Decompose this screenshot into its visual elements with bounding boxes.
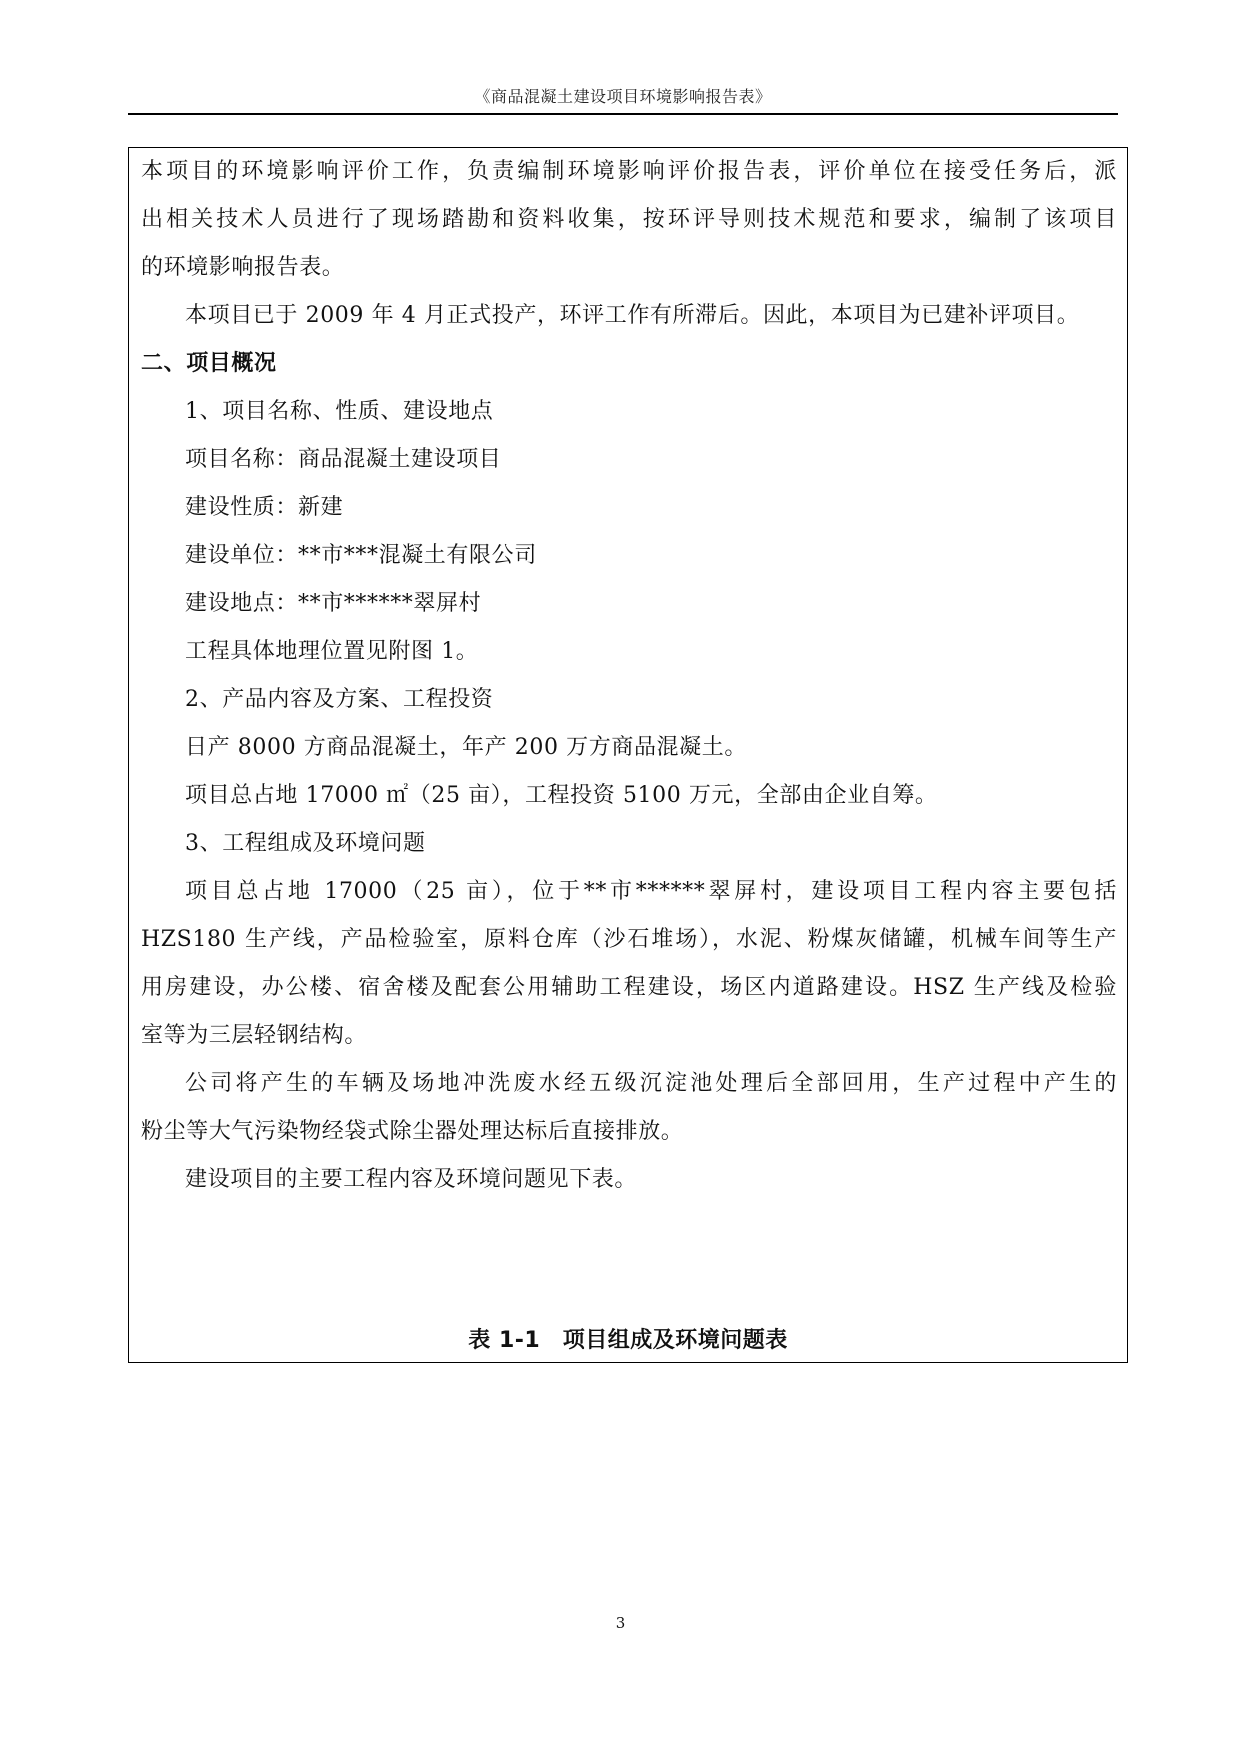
project-nature-line: 建设性质：新建 (185, 495, 344, 520)
content-frame (128, 147, 1128, 1363)
running-header: 《商品混凝土建设项目环境影响报告表》 (474, 87, 772, 106)
paragraph-line: 项目总占地 17000（25 亩），位于**市******翠屏村，建设项目工程内容主要包括 (185, 879, 1117, 904)
table-caption: 表 1-1 项目组成及环境问题表 (468, 1328, 788, 1353)
paragraph-line: 粉尘等大气污染物经袋式除尘器处理达标后直接排放。 (141, 1119, 684, 1144)
area-investment-line: 项目总占地 17000 ㎡（25 亩），工程投资 5100 万元，全部由企业自筹。 (185, 783, 938, 808)
paragraph-line: 本项目的环境影响评价工作，负责编制环境影响评价报告表，评价单位在接受任务后，派 (141, 159, 1117, 184)
section-title: 二、项目概况 (141, 351, 277, 376)
subsection-title: 2、产品内容及方案、工程投资 (185, 687, 494, 712)
paragraph-line: 室等为三层轻钢结构。 (141, 1023, 368, 1048)
paragraph-line: HZS180 生产线，产品检验室，原料仓库（沙石堆场），水泥、粉煤灰储罐，机械车间等生产 (141, 927, 1117, 952)
paragraph-line: 出相关技术人员进行了现场踏勘和资料收集，按环评导则技术规范和要求，编制了该项目 (141, 207, 1117, 232)
paragraph-line: 用房建设，办公楼、宿舍楼及配套公用辅助工程建设，场区内道路建设。HSZ 生产线及检验 (141, 975, 1117, 1000)
header-rule (128, 113, 1118, 115)
output-line: 日产 8000 方商品混凝土，年产 200 万方商品混凝土。 (185, 735, 747, 760)
page-number: 3 (615, 1614, 626, 1632)
subsection-title: 3、工程组成及环境问题 (185, 831, 426, 856)
paragraph-line: 公司将产生的车辆及场地冲洗废水经五级沉淀池处理后全部回用，生产过程中产生的 (185, 1071, 1117, 1096)
report-body (141, 148, 1117, 1204)
project-name-line: 项目名称：商品混凝土建设项目 (185, 447, 502, 472)
paragraph-line: 的环境影响报告表。 (141, 255, 345, 280)
subsection-title: 1、项目名称、性质、建设地点 (185, 399, 494, 424)
paragraph-line: 建设项目的主要工程内容及环境问题见下表。 (185, 1167, 638, 1192)
construction-unit-line: 建设单位：**市***混凝土有限公司 (185, 543, 537, 568)
construction-site-line: 建设地点：**市******翠屏村 (185, 591, 482, 616)
paragraph-line: 本项目已于 2009 年 4 月正式投产，环评工作有所滞后。因此，本项目为已建补评项目。 (185, 303, 1080, 328)
location-map-line: 工程具体地理位置见附图 1。 (185, 639, 479, 664)
